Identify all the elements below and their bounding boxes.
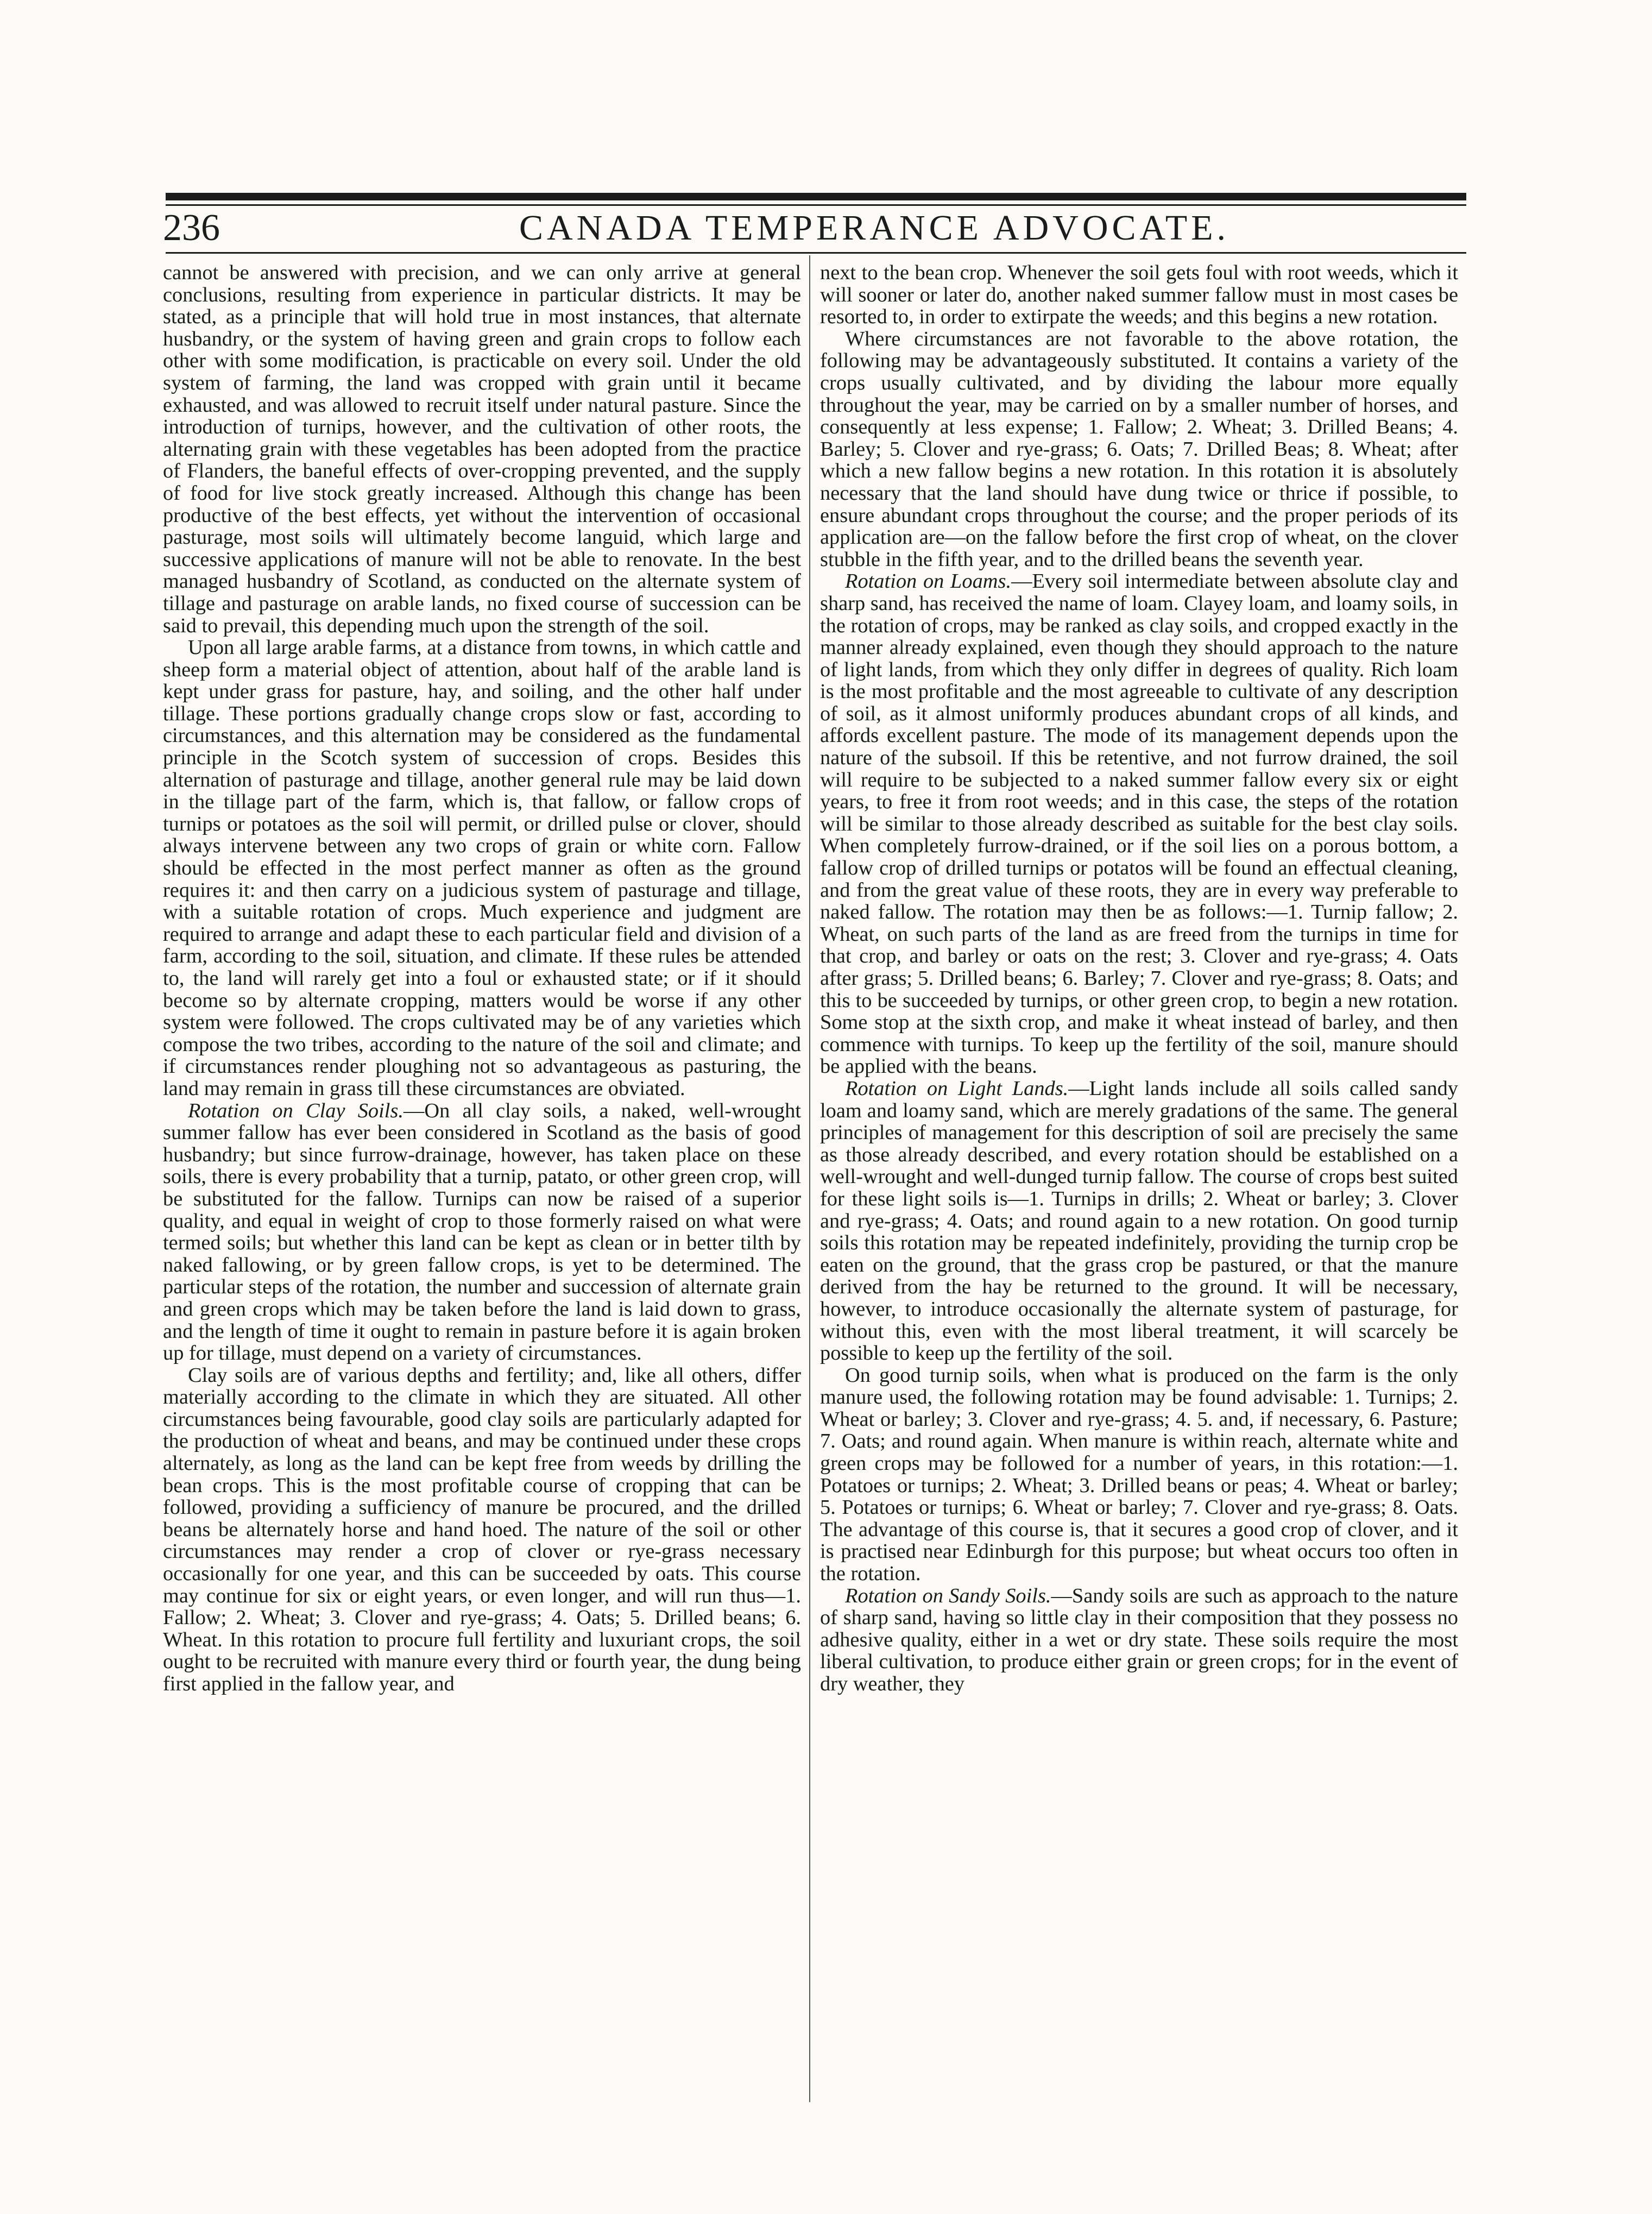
header-rule-thin bbox=[166, 204, 1466, 206]
masthead-rule bbox=[166, 252, 1466, 254]
paragraph-text: Upon all large arable farms, at a distance from towns, in which cattle and sheep form a material object of attention, about half of the arable land is kept under grass for pasture, hay, and soiling, and the other half under tillage. These portions gradually change crops slow or fast, according to circumstances, and this alternation may be considered as the fundamental principle in the Scotch system of succession of crops. Besides this alternation of pasturage and tillage, another general rule may be laid down in the tillage part of the farm, which is, that fallow, or fallow crops of turnips or potatoes as the soil will permit, or drilled pulse or clover, should always intervene between any two crops of grain or white corn. Fallow should be effected in the most perfect manner as often as the ground requires it: and then carry on a judicious system of pasturage and tillage, with a suitable rotation of crops. Much experience and judgment are required to arrange and adapt these to each particular field and division of a farm, according to the soil, situation, and climate. If these rules be attended to, the land will rarely get into a foul or exhausted state; or if it should become so by alternate cropping, matters would be worse if any other system were followed. The crops cultivated may be of any varieties which compose the two tribes, according to the nature of the soil and climate; and if circumstances render ploughing not so advantageous as pasturing, the land may remain in grass till these circumstances are obviated. bbox=[163, 636, 801, 1100]
paragraph bbox=[163, 637, 801, 1099]
paragraph-heading: Rotation on Light Lands. bbox=[845, 1077, 1069, 1100]
paragraph-heading: Rotation on Clay Soils. bbox=[188, 1099, 403, 1122]
paragraph-text: —Every soil intermediate between absolute clay and sharp sand, has received the name of loam. Clayey loam, and loamy soils, in the rotation of crops, may be ranked as clay soils, and cropped exactly in the manner already explained, even though they should approach to the nature of light lands, from which they only differ in degrees of quality. Rich loam is the most profitable and the most agreeable to cultivate of any description of soil, as it almost uniformly produces abundant crops of all kinds, and affords excellent pasture. The mode of its management depends upon the nature of the subsoil. If this be retentive, and not furrow drained, the soil will require to be subjected to a naked summer fallow every six or eight years, to free it from root weeds; and in this case, the steps of the rotation will be similar to those already described as suitable for the best clay soils. When completely furrow-drained, or if the soil lies on a porous bottom, a fallow crop of drilled turnips or potatos will be found an effectual cleaning, and from the great value of these roots, they are in every way preferable to naked fallow. The rotation may then be as follows:—1. Turnip fallow; 2. Wheat, on such parts of the land as are freed from the turnips in time for that crop, and barley or oats on the rest; 3. Clover and rye-grass; 4. Oats after grass; 5. Drilled beans; 6. Barley; 7. Clover and rye-grass; 8. Oats; and this to be succeeded by turnips, or other green crop, to begin a new rotation. Some stop at the sixth crop, and make it wheat instead of barley, and then commence with turnips. To keep up the fertility of the soil, manure should be applied with the beans. bbox=[820, 570, 1458, 1078]
paragraph-text: Where circumstances are not favorable to the above rotation, the following may be advantageously substituted. It contains a variety of the crops usually cultivated, and by dividing the labour more equally throughout the year, may be carried on by a smaller number of horses, and consequently at less expense; 1. Fallow; 2. Wheat; 3. Drilled Beans; 4. Barley; 5. Clover and rye-grass; 6. Oats; 7. Drilled Beas; 8. Wheat; after which a new fallow begins a new rotation. In this rotation it is absolutely necessary that the land should have dung twice or thrice if possible, to ensure abundant crops throughout the course; and the proper periods of its application are—on the fallow before the first crop of wheat, on the clover stubble in the fifth year, and to the drilled beans the seventh year. bbox=[820, 327, 1458, 571]
paragraph-text: cannot be answered with precision, and we can only arrive at general conclusions, resulting from experience in particular districts. It may be stated, as a principle that will hold true in most instances, that alternate husbandry, or the system of having green and grain crops to follow each other with some modification, is practicable on every soil. Under the old system of farming, the land was cropped with grain until it became exhausted, and was allowed to recruit itself under natural pasture. Since the introduction of turnips, however, and the cultivation of other roots, the alternating grain with these vegetables has been adopted from the practice of Flanders, the baneful effects of over-cropping prevented, and the supply of food for live stock greatly increased. Although this change has been productive of the best effects, yet without the intervention of occasional pasturage, most soils will ultimately become languid, which large and successive applications of manure will not be able to renovate. In the best managed husbandry of Scotland, as conducted on the alternate system of tillage and pasturage on arable lands, no fixed course of succession can be said to prevail, this depending much upon the strength of the soil. bbox=[163, 262, 801, 637]
column-divider bbox=[809, 255, 810, 2102]
paragraph-text: Clay soils are of various depths and fertility; and, like all others, differ materially according to the climate in which they are situated. All other circumstances being favourable, good clay soils are particularly adapted for the production of wheat and beans, and may be continued under these crops alternately, as long as the land can be kept free from weeds by drilling the bean crops. This is the most profitable course of cropping that can be followed, providing a sufficiency of manure be procured, and the drilled beans be alternately horse and hand hoed. The nature of the soil or other circumstances may render a crop of clover or rye-grass necessary occasionally for one year, and this can be succeeded by oats. This course may continue for six or eight years, or even longer, and will run thus—1. Fallow; 2. Wheat; 3. Clover and rye-grass; 4. Oats; 5. Drilled beans; 6. Wheat. In this rotation to procure full fertility and luxuriant crops, the soil ought to be recruited with manure every third or fourth year, the dung being first applied in the fallow year, and bbox=[163, 1363, 801, 1695]
paragraph bbox=[820, 328, 1458, 571]
paragraph bbox=[163, 1364, 801, 1695]
paragraph-text: next to the bean crop. Whenever the soil gets foul with root weeds, which it will sooner or later do, another naked summer fallow must in most cases be resorted to, in order to extirpate the weeds; and this begins a new rotation. bbox=[820, 262, 1458, 329]
paragraph bbox=[820, 1585, 1458, 1695]
paragraph-text: On good turnip soils, when what is produced on the farm is the only manure used, the following rotation may be found advisable: 1. Turnips; 2. Wheat or barley; 3. Clover and rye-grass; 4. 5. and, if necessary, 6. Pasture; 7. Oats; and round again. When manure is within reach, alternate white and green crops may be followed for a number of years, in this rotation:—1. Potatoes or turnips; 2. Wheat; 3. Drilled beans or peas; 4. Wheat or barley; 5. Potatoes or turnips; 6. Wheat or barley; 7. Clover and rye-grass; 8. Oats. The advantage of this course is, that it secures a good crop of clover, and it is practised near Edinburgh for this purpose; but wheat occurs too often in the rotation. bbox=[820, 1363, 1458, 1586]
paragraph bbox=[820, 570, 1458, 1078]
paragraph bbox=[820, 1078, 1458, 1364]
paragraph-text: —On all clay soils, a naked, well-wrought summer fallow has ever been considered in Scotland as the basis of good husbandry; but since furrow-drainage, however, has taken place on these soils, there is every probability that a turnip, patato, or other green crop, will be substituted for the fallow. Turnips can now be raised of a superior quality, and equal in weight of crop to those formerly raised on what were termed soils; but whether this land can be kept as clean or in better tilth by naked fallowing, or by green fallow crops, is yet to be determined. The particular steps of the rotation, the number and succession of alternate grain and green crops which may be taken before the land is laid down to grass, and the length of time it ought to remain in pasture before it is again broken up for tillage, must depend on a variety of circumstances. bbox=[163, 1099, 801, 1365]
page-number: 236 bbox=[163, 207, 220, 249]
right-column bbox=[820, 262, 1458, 2103]
paragraph bbox=[163, 1100, 801, 1364]
paragraph-text: —Light lands include all soils called sandy loam and loamy sand, which are merely gradations of the same. The general principles of management for this description of soil are precisely the same as those already described, and every rotation should be established on a well-wrought and well-dunged turnip fallow. The course of crops best suited for these light soils is—1. Turnips in drills; 2. Wheat or barley; 3. Clover and rye-grass; 4. Oats; and round again to a new rotation. On good turnip soils this rotation may be repeated indefinitely, providing the turnip crop be eaten on the ground, that the grass crop be pastured, or that the manure derived from the hay be returned to the ground. It will be necessary, however, to introduce occasionally the alternate system of pasturage, for without this, even with the most liberal treatment, it will scarcely be possible to keep up the fertility of the soil. bbox=[820, 1077, 1458, 1365]
header-rule-thick bbox=[166, 193, 1466, 200]
paragraph-heading: Rotation on Loams. bbox=[845, 570, 1012, 593]
left-column bbox=[163, 262, 801, 2103]
paragraph-text: —Sandy soils are such as approach to the nature of sharp sand, having so little clay in their composition that they possess no adhesive quality, either in a wet or dry state. These soils require the most liberal cultivation, to produce either grain or green crops; for in the event of dry weather, they bbox=[820, 1584, 1458, 1695]
paragraph bbox=[820, 262, 1458, 328]
paragraph bbox=[163, 262, 801, 637]
paragraph bbox=[820, 1364, 1458, 1585]
masthead-title: CANADA TEMPERANCE ADVOCATE. bbox=[519, 208, 1230, 248]
paragraph-heading: Rotation on Sandy Soils. bbox=[845, 1584, 1051, 1607]
